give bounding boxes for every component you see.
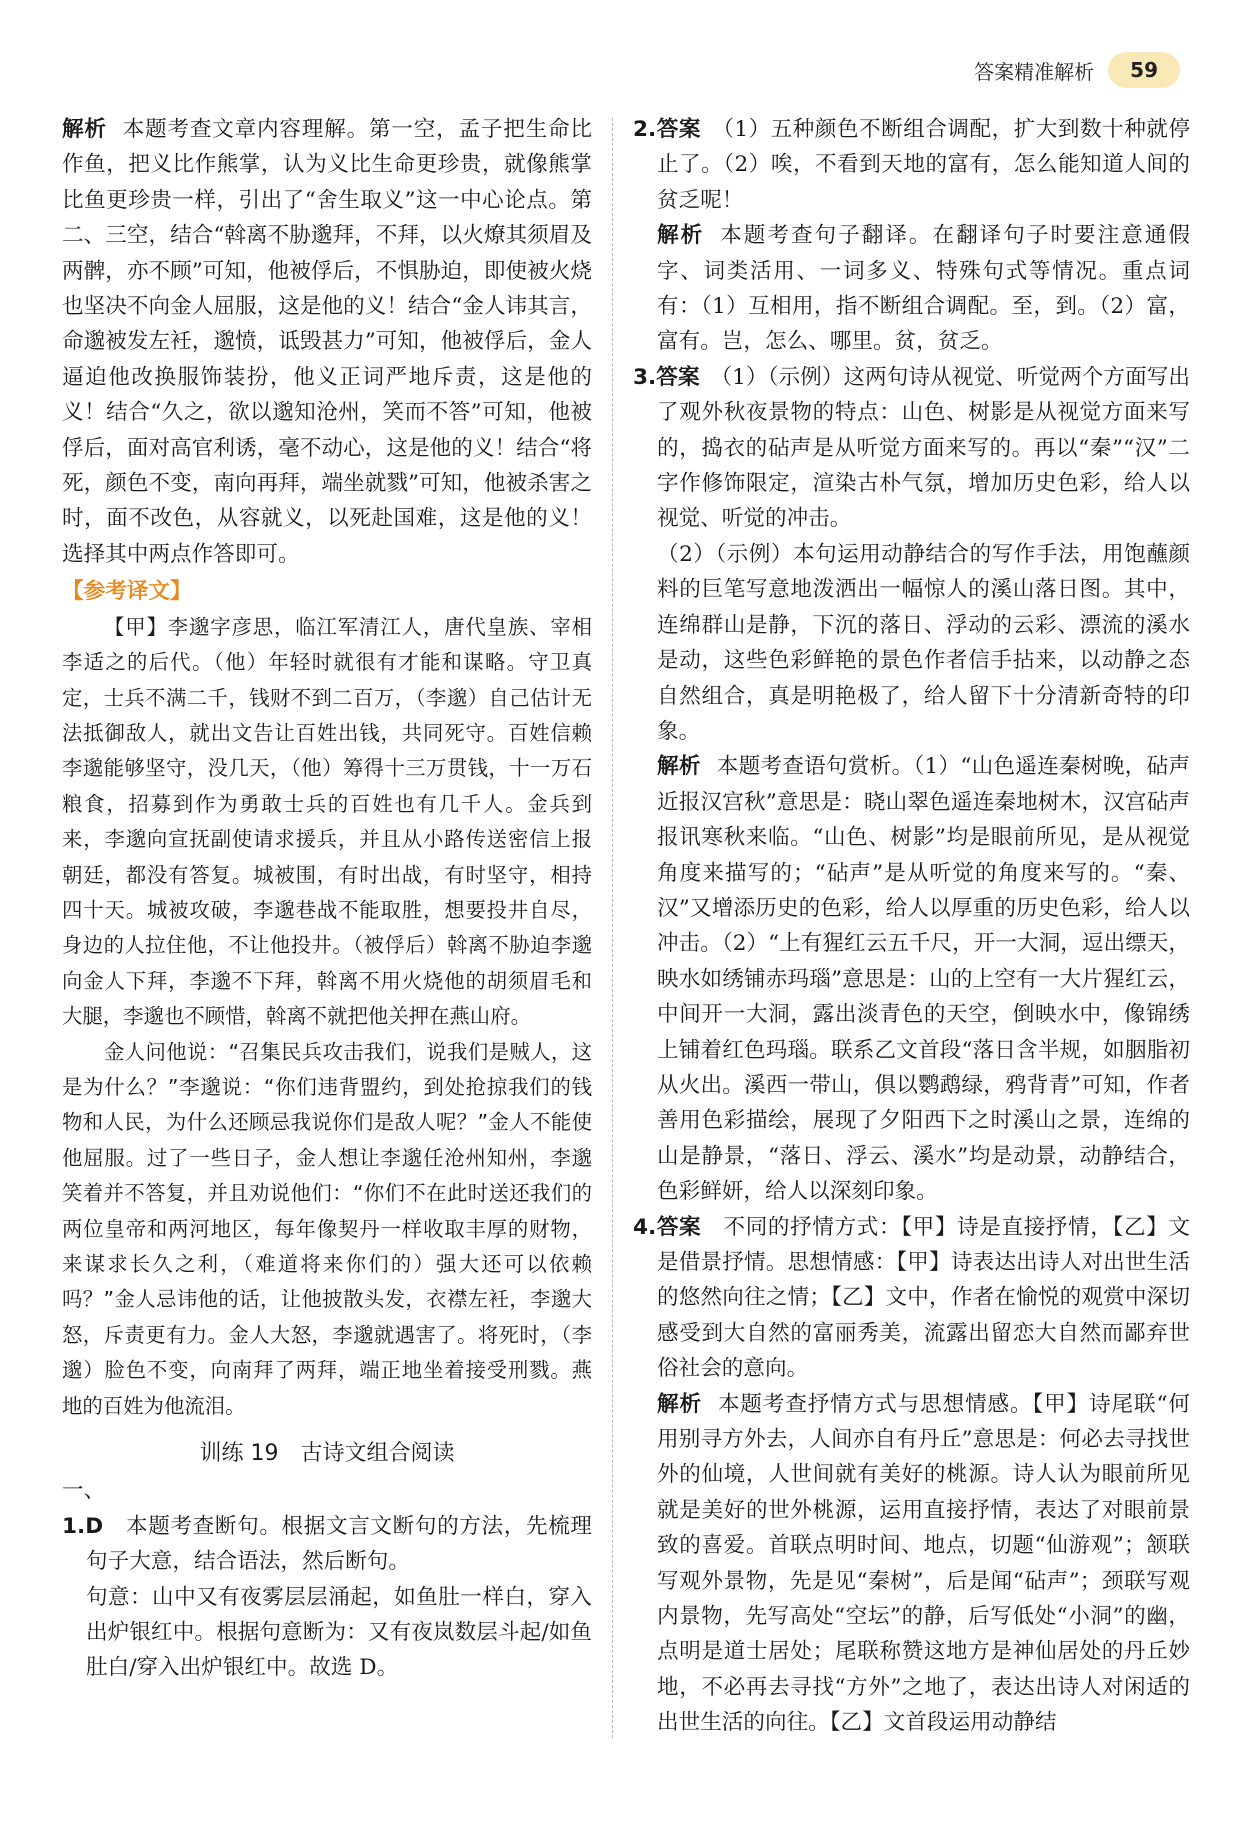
question-3-analysis <box>633 749 1190 1209</box>
question-1-detail: 句意：山中又有夜雾层层涌起，如鱼肚一样白，穿入出炉银红中。根据句意断为：又有夜岚数层斗起/如鱼肚白/穿入出炉银红中。故选 D。 <box>86 1584 592 1681</box>
translation-paragraph-1: 【甲】李邈字彦思，临江军清江人，唐代皇族、宰相李适之的后代。（他）年轻时就很有才能和谋略。守卫真定，士兵不满二千，钱财不到二百万，（李邈）自己估计无法抵御敌人，就出文告让百姓出钱，共同死守。百姓信赖李邈能够坚守，没几天，（他）筹得十三万贯钱，十一万石粮食，招募到作为勇敢士兵的百姓也有几千人。金兵到来，李邈向宣抚副使请求援兵，并且从小路传送密信上报朝廷，都没有答复。城被围，有时出战，有时坚守，相持四十天。城被攻破，李邈巷战不能取胜，想要投井自尽，身边的人拉住他，不让他投井。（被俘后）斡离不胁迫李邈向金人下拜，李邈不下拜，斡离不用火烧他的胡须眉毛和大腿，李邈也不顾惜，斡离不就把他关押在燕山府。 <box>62 614 592 1029</box>
question-4-analysis-text: 本题考查抒情方式与思想情感。【甲】诗尾联“何用别寻方外去，人间亦自有丹丘”意思是：何必去寻找世外的仙境，人世间就有美好的桃源。诗人认为眼前所见就是美好的世外桃源，运用直接抒情，表达了对眼前景致的喜爱。首联点明时间、地点，切题“仙游观”；颔联写观外景物，先是见“秦树”，后是闻“砧声”；颈联写观内景物，先写高处“空坛”的静，后写低处“小洞”的幽，点明是道士居处；尾联称赞这地方是神仙居处的丹丘妙地，不必再去寻找“方外”之地了，表达出诗人对闲适的出世生活的向往。【乙】文首段运用动静结 <box>657 1391 1190 1736</box>
question-3-number: 3.答案 <box>633 364 700 390</box>
question-3-answer-text-1: （1）（示例）这两句诗从视觉、听觉两个方面写出了观外秋夜景物的特点：山色、树影是从视觉方面来写的，捣衣的砧声是从听觉方面来写的。再以“秦”“汉”二字作修饰限定，渲染古朴气氛，增加历史色彩，给人以视觉、听觉的冲击。 <box>657 364 1190 532</box>
question-2-answer-text: （1）五种颜色不断组合调配，扩大到数十种就停止了。（2）唉，不看到天地的富有，怎么能知道人间的贫乏呢！ <box>657 117 1190 213</box>
column-divider <box>612 118 613 1738</box>
question-4-answer-text: 不同的抒情方式：【甲】诗是直接抒情，【乙】文是借景抒情。思想情感：【甲】诗表达出诗人对出世生活的悠然向往之情；【乙】文中，作者在愉悦的观赏中深切感受到大自然的富丽秀美，流露出留恋大自然而鄙弃世俗社会的意向。 <box>657 1214 1190 1382</box>
question-1-text: 本题考查断句。根据文言文断句的方法，先梳理句子大意，结合语法，然后断句。 <box>86 1513 592 1575</box>
right-column <box>633 112 1190 1741</box>
analysis-text: 本题考查文章内容理解。第一空，孟子把生命比作鱼，把义比作熊掌，认为义比生命更珍贵，就像熊掌比鱼更珍贵一样，引出了“舍生取义”这一中心论点。第二、三空，结合“斡离不胁邈拜，不拜，以火燎其须眉及两髀，亦不顾”可知，他被俘后，不惧胁迫，即使被火烧也坚决不向金人屈服，这是他的义！结合“金人讳其言，命邈被发左衽，邈愤，诋毁甚力”可知，他被俘后，金人逼迫他改换服饰装扮，他义正词严地斥责，这是他的义！结合“久之，欲以邈知沧州，笑而不答”可知，他被俘后，面对高官利诱，毫不动心，这是他的义！结合“将死，颜色不变，南向再拜，端坐就戮”可知，他被杀害之时，面不改色，从容就义，以死赴国难，这是他的义！选择其中两点作答即可。 <box>62 117 592 567</box>
question-2-analysis-label: 解析 <box>657 223 705 249</box>
question-2-answer <box>633 112 1190 218</box>
page-number-badge: 59 <box>1108 52 1180 88</box>
question-2-analysis-text: 本题考查句子翻译。在翻译句子时要注意通假字、词类活用、一词多义、特殊句式等情况。重点词有：（1）互相用，指不断组合调配。至，到。（2）富，富有。岂，怎么、哪里。贫，贫乏。 <box>657 223 1190 355</box>
question-4-analysis-label: 解析 <box>657 1391 702 1417</box>
part-label: 一、 <box>62 1478 106 1504</box>
question-4-number: 4.答案 <box>633 1214 702 1240</box>
analysis-paragraph <box>62 112 592 572</box>
question-1-number: 1.D <box>62 1513 104 1539</box>
translation-block <box>62 610 592 1424</box>
question-2-number: 2.答案 <box>633 117 701 142</box>
question-3-analysis-text: 本题考查语句赏析。（1）“山色遥连秦树晚，砧声近报汉宫秋”意思是：晓山翠色遥连秦地树木，汉宫砧声报讯寒秋来临。“山色、树影”均是眼前所见，是从视觉角度来描写的；“砧声”是从听觉的角度来写的。“秦、汉”又增添历史的色彩，给人以厚重的历史色彩，给人以冲击。（2）“上有猩红云五千尺，开一大洞，逗出缥天，映水如绣铺赤玛瑙”意思是：山的上空有一大片猩红云，中间开一大洞，露出淡青色的天空，倒映水中，像锦绣上铺着红色玛瑙。联系乙文首段“落日含半规，如胭脂初从火出。溪西一带山，俱以鹦鹉绿，鸦背青”可知，作者善用色彩描绘，展现了夕阳西下之时溪山之景，连绵的山是静景，“落日、浮云、溪水”均是动景，动静结合，色彩鲜妍，给人以深刻印象。 <box>657 754 1190 1205</box>
left-column <box>62 112 592 1686</box>
question-1 <box>62 1509 592 1580</box>
page-header <box>974 50 1180 90</box>
header-title: 答案精准解析 <box>974 59 1095 84</box>
question-2-analysis <box>633 218 1190 360</box>
question-3-analysis-label: 解析 <box>657 754 701 780</box>
section-title: 训练 19 古诗文组合阅读 <box>199 1441 455 1467</box>
question-3-answer-2: （2）（示例）本句运用动静结合的写作手法，用饱蘸颜料的巨笔写意地泼洒出一幅惊人的溪山落日图。其中，连绵群山是静，下沉的落日、浮动的云彩、漂流的溪水是动，这些色彩鲜艳的景色作者信手拈来，以动静之态自然组合，真是明艳极了，给人留下十分清新奇特的印象。 <box>657 541 1190 744</box>
question-4-answer <box>633 1210 1190 1387</box>
question-4-analysis <box>633 1387 1190 1741</box>
translation-paragraph-2: 金人问他说：“召集民兵攻击我们，说我们是贼人，这是为什么？”李邈说：“你们违背盟约，到处抢掠我们的钱物和人民，为什么还顾忌我说你们是敌人呢？”金人不能使他屈服。过了一些日子，金人想让李邈任沧州知州，李邈笑着并不答复，并且劝说他们：“你们不在此时送还我们的两位皇帝和两河地区，每年像契丹一样收取丰厚的财物，来谋求长久之利，（难道将来你们的）强大还可以依赖吗？”金人忌讳他的话，让他披散头发，衣襟左衽，李邈大怒，斥责更有力。金人大怒，李邈就遇害了。将死时，（李邈）脸色不变，向南拜了两拜，端正地坐着接受刑戮。燕地的百姓为他流泪。 <box>62 1039 592 1418</box>
question-3-answer <box>633 360 1190 537</box>
analysis-label: 解析 <box>62 117 107 142</box>
reference-translation-tag: 【参考译文】 <box>62 579 192 605</box>
